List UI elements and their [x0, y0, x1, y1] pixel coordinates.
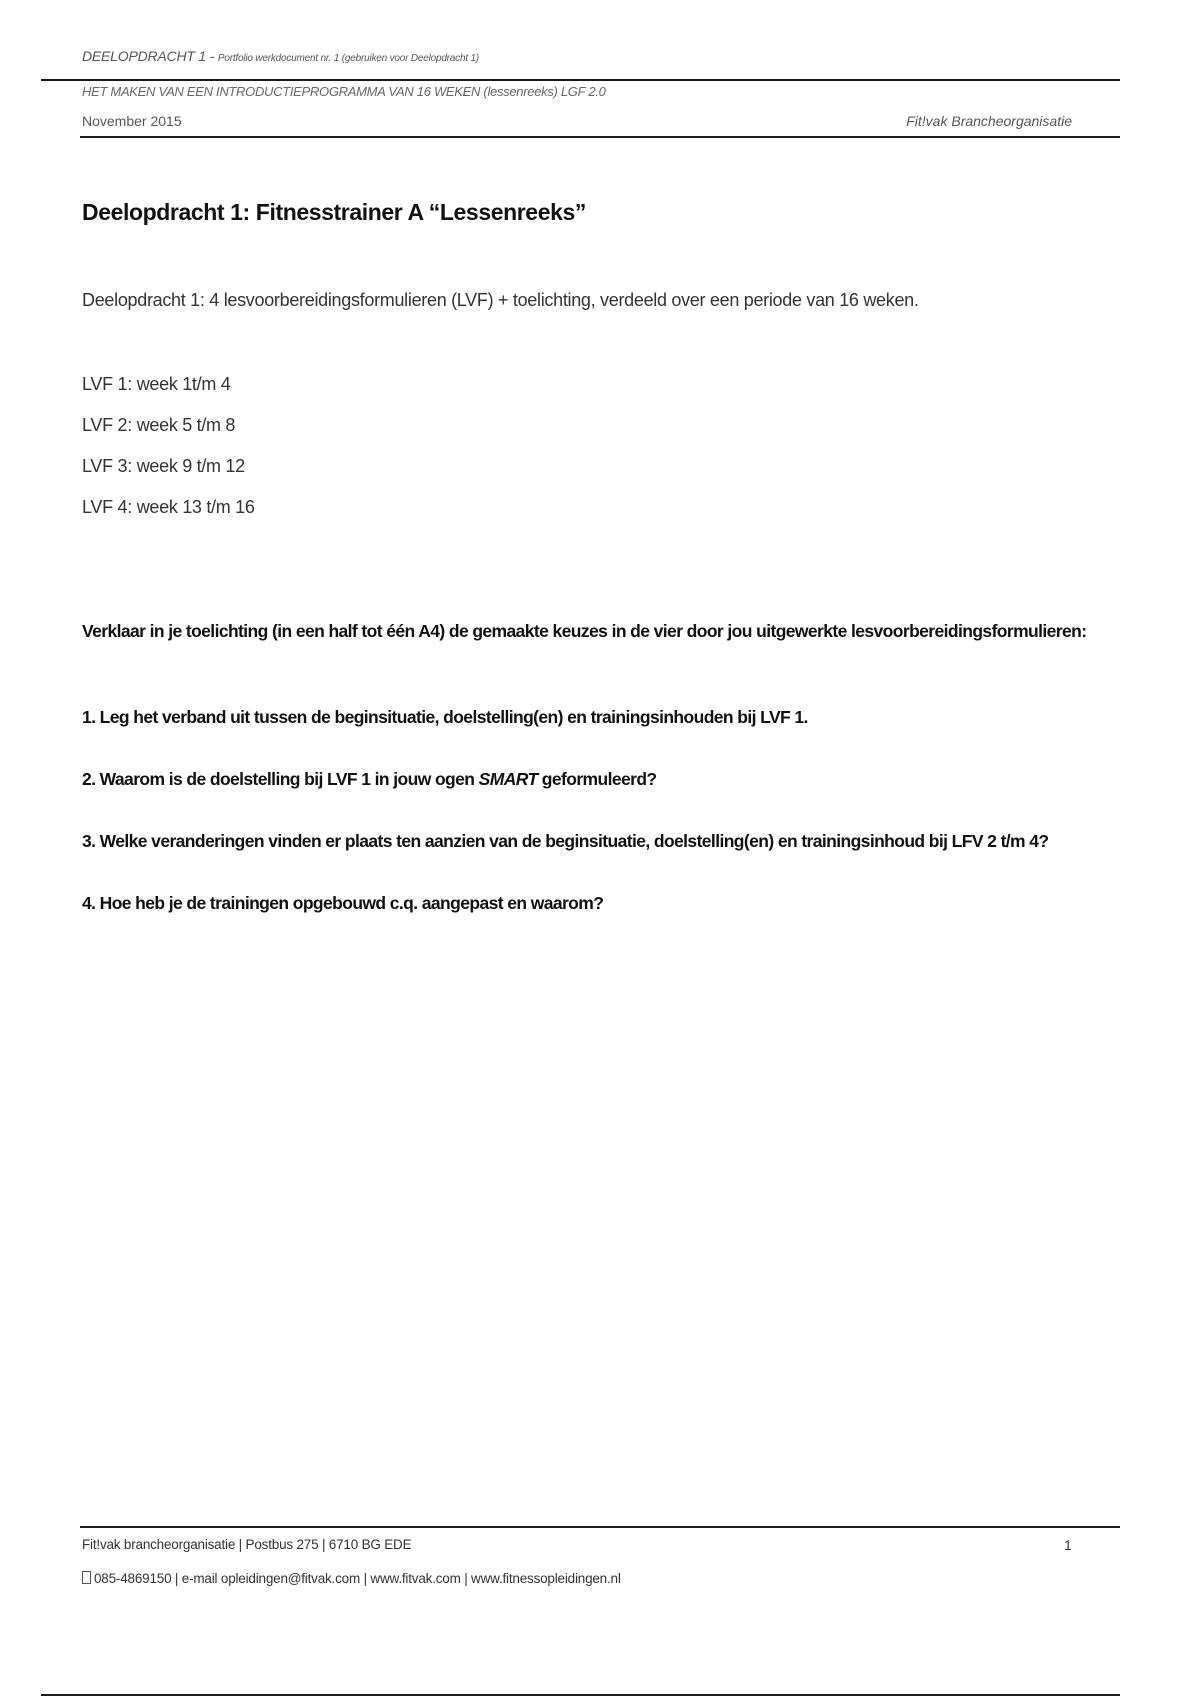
lvf-label: LVF 4:	[82, 497, 132, 517]
question-item: 4. Hoe heb je de trainingen opgebouwd c.q. aangepast en waarom?	[82, 893, 604, 913]
lvf-schedule-list	[82, 370, 255, 534]
lvf-weeks: week 1t/m 4	[136, 374, 231, 394]
lvf-item	[82, 411, 255, 452]
header-document-label	[82, 48, 479, 64]
footer-address: Fit!vak brancheorganisatie | Postbus 275 | 6710 BG EDE	[82, 1537, 412, 1552]
footer-contact: 085-4869150 | e-mail opleidingen@fitvak.com | www.fitvak.com | www.fitnessopleidingen.nl	[94, 1571, 621, 1586]
header-top-rule	[41, 79, 1120, 81]
question-item: 3. Welke veranderingen vinden er plaats ten aanzien van de beginsituatie, doelstelling(en) en trainingsinhoud bij LFV 2 t/m 4?	[82, 831, 1049, 851]
smart-emphasis: SMART	[478, 769, 538, 789]
lvf-label: LVF 3:	[82, 456, 132, 476]
header-bottom-rule	[80, 136, 1120, 138]
header-assignment-title: DEELOPDRACHT 1 -	[82, 48, 215, 64]
question-text: geformuleerd?	[537, 769, 657, 789]
question-item: 1. Leg het verband uit tussen de beginsituatie, doelstelling(en) en trainingsinhouden bij LVF 1.	[82, 707, 808, 727]
header-assignment-subtitle: Portfolio werkdocument nr. 1 (gebruiken voor Deelopdracht 1)	[217, 53, 479, 64]
question-list	[82, 705, 1049, 953]
lvf-weeks: week 9 t/m 12	[136, 456, 245, 476]
phone-icon	[82, 1571, 91, 1584]
lvf-label: LVF 1:	[82, 374, 132, 394]
footer-rule	[80, 1526, 1120, 1528]
lvf-item	[82, 493, 255, 534]
lvf-item	[82, 370, 255, 411]
lvf-weeks: week 13 t/m 16	[136, 497, 255, 517]
header-program-title: HET MAKEN VAN EEN INTRODUCTIEPROGRAMMA VAN 16 WEKEN (lessenreeks) LGF 2.0	[82, 84, 606, 99]
page-title: Deelopdracht 1: Fitnesstrainer A “Lessenreeks”	[82, 199, 586, 225]
header-date: November 2015	[82, 113, 182, 129]
question-item	[82, 767, 1049, 829]
instruction-heading: Verklaar in je toelichting (in een half tot één A4) de gemaakte keuzes in de vier door jou uitgewerkte lesvoorbereidingsformulieren:	[82, 621, 1087, 641]
lvf-label: LVF 2:	[82, 415, 132, 435]
header-organisation: Fit!vak Brancheorganisatie	[906, 113, 1072, 129]
intro-paragraph: Deelopdracht 1: 4 lesvoorbereidingsformulieren (LVF) + toelichting, verdeeld over een periode van 16 weken.	[82, 290, 919, 310]
footer-contact-line	[82, 1571, 621, 1586]
page-number: 1	[1064, 1537, 1072, 1553]
lvf-item	[82, 452, 255, 493]
question-text: 2. Waarom is de doelstelling bij LVF 1 in jouw ogen	[82, 769, 479, 789]
lvf-weeks: week 5 t/m 8	[136, 415, 236, 435]
page-bottom-rule	[41, 1694, 1120, 1696]
